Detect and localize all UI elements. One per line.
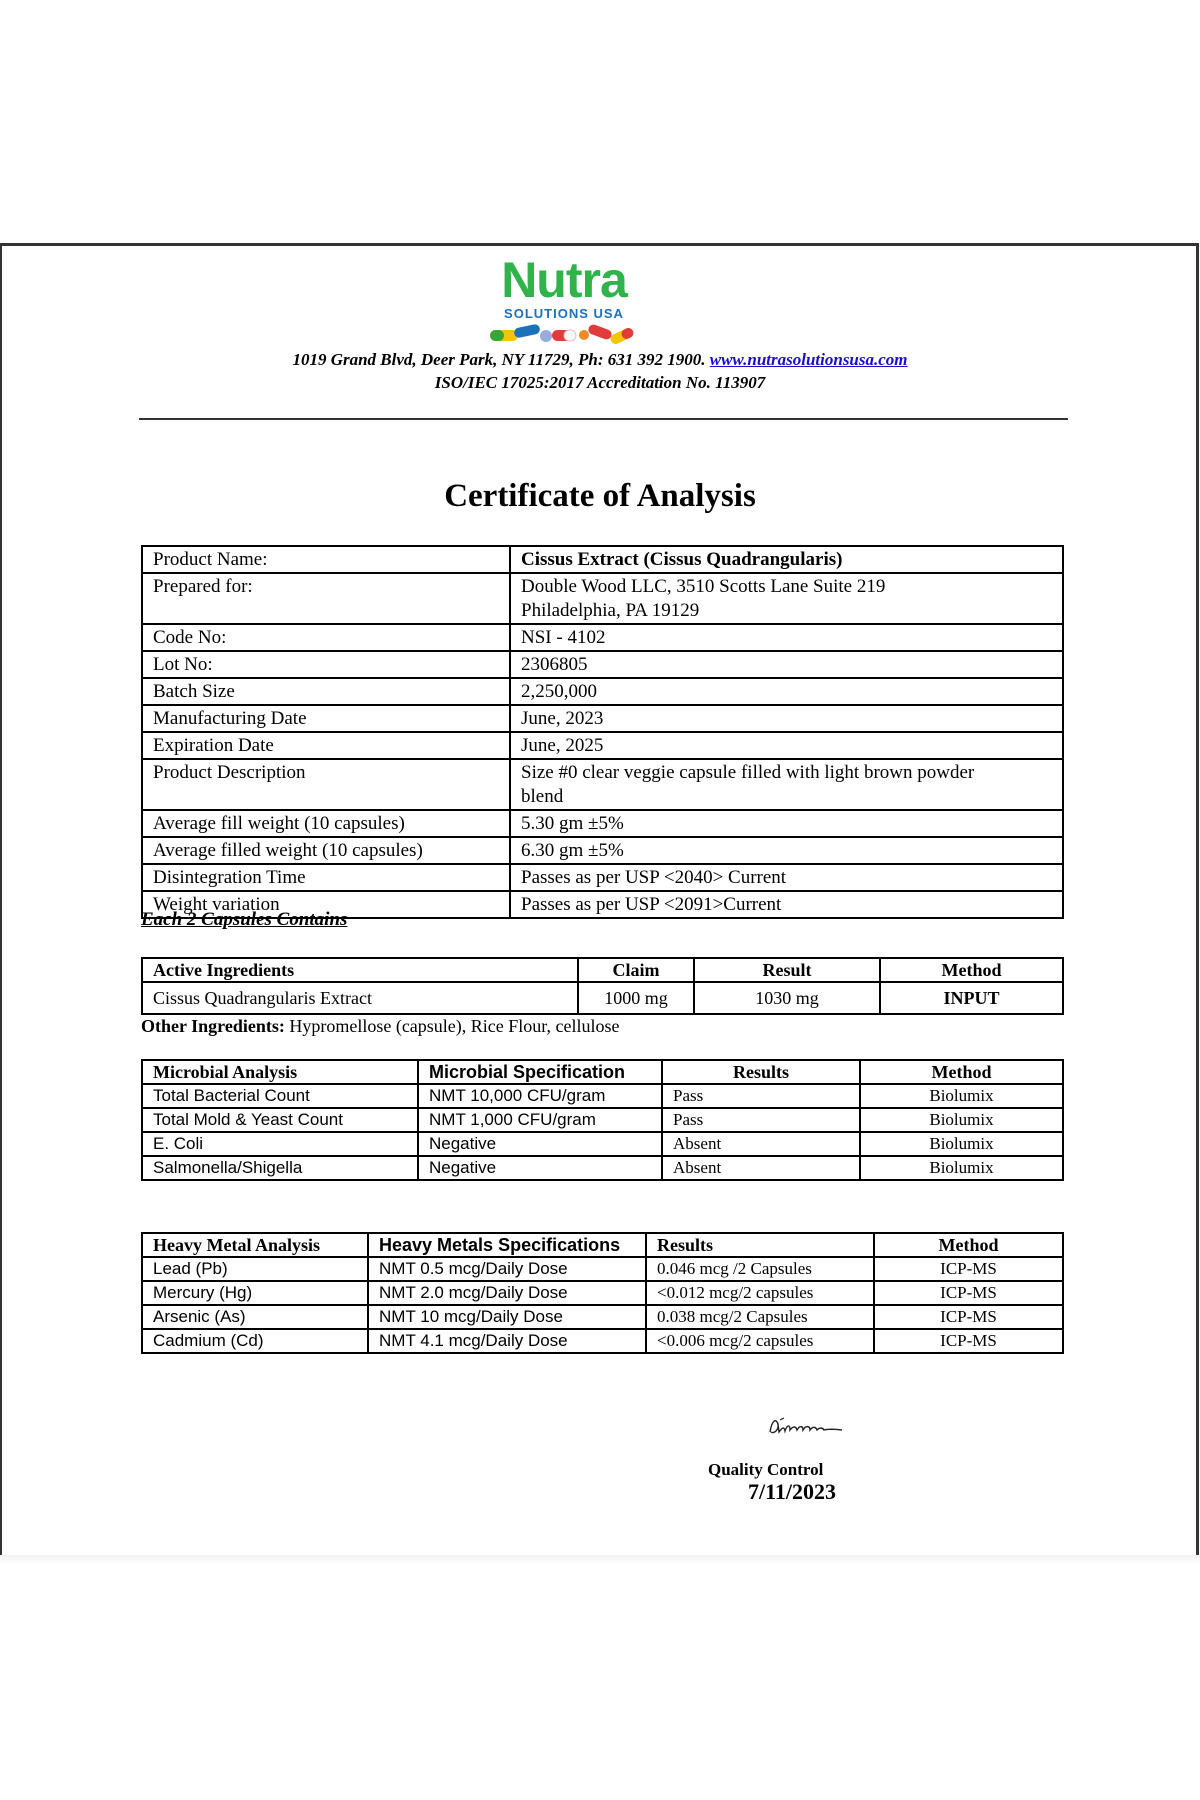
field-value: 2,250,000 xyxy=(521,681,597,702)
column-header: Method xyxy=(874,1233,1063,1257)
field-label: Expiration Date xyxy=(142,732,510,759)
column-header: Microbial Specification xyxy=(418,1060,662,1084)
field-label: Prepared for: xyxy=(142,573,510,624)
field-value-cell xyxy=(510,573,1063,624)
field-value: Double Wood LLC, 3510 Scotts Lane Suite 219 xyxy=(521,576,886,597)
table-row xyxy=(142,1305,1063,1329)
heavy-metal-analysis-table xyxy=(141,1232,1064,1354)
page-title: Certificate of Analysis xyxy=(444,478,756,514)
company-address xyxy=(140,349,1060,371)
table-row xyxy=(142,1156,1063,1180)
table-row xyxy=(142,759,1063,810)
field-value-cell xyxy=(510,891,1063,918)
field-label: Weight variation xyxy=(142,891,510,918)
company-logo xyxy=(484,252,644,344)
table-cell: NMT 2.0 mcg/Daily Dose xyxy=(368,1281,646,1305)
table-row xyxy=(142,705,1063,732)
table-row xyxy=(142,732,1063,759)
header-divider xyxy=(139,418,1068,420)
field-value: June, 2025 xyxy=(521,735,604,756)
address-text: 1019 Grand Blvd, Deer Park, NY 11729, Ph: 631 392 1900. xyxy=(292,350,706,369)
table-cell: 1030 mg xyxy=(694,982,880,1014)
table-row xyxy=(142,982,1063,1014)
table-cell: NMT 10,000 CFU/gram xyxy=(418,1084,662,1108)
column-header: Results xyxy=(646,1233,874,1257)
table-cell: ICP-MS xyxy=(874,1281,1063,1305)
table-row xyxy=(142,864,1063,891)
field-value: Cissus Extract (Cissus Quadrangularis) xyxy=(521,549,843,570)
field-value-cell xyxy=(510,624,1063,651)
field-label: Average filled weight (10 capsules) xyxy=(142,837,510,864)
column-header: Result xyxy=(694,958,880,982)
table-cell: Biolumix xyxy=(860,1156,1063,1180)
table-cell: Lead (Pb) xyxy=(142,1257,368,1281)
table-cell: NMT 4.1 mcg/Daily Dose xyxy=(368,1329,646,1353)
column-header: Method xyxy=(880,958,1063,982)
logo-subtitle: SOLUTIONS USA xyxy=(504,306,624,321)
table-cell: Absent xyxy=(662,1156,860,1180)
field-value: 2306805 xyxy=(521,654,588,675)
column-header: Claim xyxy=(578,958,694,982)
field-label: Product Name: xyxy=(142,546,510,573)
website-link[interactable]: www.nutrasolutionsusa.com xyxy=(709,350,908,369)
column-header: Microbial Analysis xyxy=(142,1060,418,1084)
column-header: Active Ingredients xyxy=(142,958,578,982)
field-label: Lot No: xyxy=(142,651,510,678)
table-cell: NMT 0.5 mcg/Daily Dose xyxy=(368,1257,646,1281)
other-ingredients-label: Other Ingredients: xyxy=(141,1016,285,1036)
table-cell: 0.038 mcg/2 Capsules xyxy=(646,1305,874,1329)
column-header: Method xyxy=(860,1060,1063,1084)
table-cell: Cadmium (Cd) xyxy=(142,1329,368,1353)
field-value: NSI - 4102 xyxy=(521,627,606,648)
table-cell: NMT 10 mcg/Daily Dose xyxy=(368,1305,646,1329)
table-cell: INPUT xyxy=(880,982,1063,1014)
table-row xyxy=(142,1108,1063,1132)
field-value-cell xyxy=(510,705,1063,732)
table-row xyxy=(142,837,1063,864)
qc-date: 7/11/2023 xyxy=(748,1479,837,1504)
page-shadow xyxy=(0,1555,1200,1565)
product-info-table xyxy=(141,545,1064,919)
table-cell: Total Bacterial Count xyxy=(142,1084,418,1108)
field-value-cell xyxy=(510,651,1063,678)
field-value: Passes as per USP <2091>Current xyxy=(521,894,782,915)
microbial-analysis-table xyxy=(141,1059,1064,1181)
field-label: Disintegration Time xyxy=(142,864,510,891)
field-value: 6.30 gm ±5% xyxy=(521,840,624,861)
table-row xyxy=(142,573,1063,624)
field-value: Passes as per USP <2040> Current xyxy=(521,867,787,888)
table-cell: 1000 mg xyxy=(578,982,694,1014)
table-cell: ICP-MS xyxy=(874,1257,1063,1281)
capsules-icon xyxy=(484,322,644,344)
active-ingredients-table xyxy=(141,957,1064,1015)
field-label: Product Description xyxy=(142,759,510,810)
table-row xyxy=(142,810,1063,837)
field-label: Manufacturing Date xyxy=(142,705,510,732)
field-value-cell xyxy=(510,837,1063,864)
table-cell: Salmonella/Shigella xyxy=(142,1156,418,1180)
table-row xyxy=(142,1084,1063,1108)
table-cell: Total Mold & Yeast Count xyxy=(142,1108,418,1132)
table-cell: NMT 1,000 CFU/gram xyxy=(418,1108,662,1132)
table-row xyxy=(142,678,1063,705)
field-value-line2: Philadelphia, PA 19129 xyxy=(521,600,700,621)
table-cell: Pass xyxy=(662,1108,860,1132)
field-value: 5.30 gm ±5% xyxy=(521,813,624,834)
qc-label: Quality Control xyxy=(708,1460,824,1479)
table-cell: 0.046 mcg /2 Capsules xyxy=(646,1257,874,1281)
table-cell: Biolumix xyxy=(860,1132,1063,1156)
table-row xyxy=(142,1257,1063,1281)
field-label: Average fill weight (10 capsules) xyxy=(142,810,510,837)
table-cell: E. Coli xyxy=(142,1132,418,1156)
table-row xyxy=(142,624,1063,651)
table-cell: ICP-MS xyxy=(874,1329,1063,1353)
field-value: Size #0 clear veggie capsule filled with light brown powder xyxy=(521,762,975,783)
table-cell: Negative xyxy=(418,1132,662,1156)
column-header: Heavy Metals Specifications xyxy=(368,1233,646,1257)
table-cell: ICP-MS xyxy=(874,1305,1063,1329)
column-header: Results xyxy=(662,1060,860,1084)
table-cell: <0.012 mcg/2 capsules xyxy=(646,1281,874,1305)
field-value-cell xyxy=(510,810,1063,837)
field-label: Batch Size xyxy=(142,678,510,705)
table-cell: Arsenic (As) xyxy=(142,1305,368,1329)
table-cell: Mercury (Hg) xyxy=(142,1281,368,1305)
other-ingredients xyxy=(141,1015,620,1037)
table-cell: <0.006 mcg/2 capsules xyxy=(646,1329,874,1353)
field-value-cell xyxy=(510,678,1063,705)
field-value-cell xyxy=(510,864,1063,891)
field-value-line2: blend xyxy=(521,786,564,807)
capsules-contains-heading: Each 2 Capsules Contains xyxy=(141,909,348,930)
field-value-cell xyxy=(510,546,1063,573)
column-header: Heavy Metal Analysis xyxy=(142,1233,368,1257)
field-value-cell xyxy=(510,759,1063,810)
field-value-cell xyxy=(510,732,1063,759)
field-label: Code No: xyxy=(142,624,510,651)
table-cell: Absent xyxy=(662,1132,860,1156)
logo-wordmark: Nutra xyxy=(501,252,627,308)
table-cell: Biolumix xyxy=(860,1108,1063,1132)
table-cell: Pass xyxy=(662,1084,860,1108)
table-row xyxy=(142,1281,1063,1305)
table-cell: Negative xyxy=(418,1156,662,1180)
table-cell: Biolumix xyxy=(860,1084,1063,1108)
other-ingredients-value: Hypromellose (capsule), Rice Flour, cellulose xyxy=(284,1016,620,1036)
table-row xyxy=(142,546,1063,573)
accreditation: ISO/IEC 17025:2017 Accreditation No. 113907 xyxy=(434,373,766,392)
table-row xyxy=(142,651,1063,678)
qc-signature xyxy=(766,1414,846,1440)
table-row xyxy=(142,1132,1063,1156)
table-row xyxy=(142,1329,1063,1353)
field-value: June, 2023 xyxy=(521,708,604,729)
table-cell: Cissus Quadrangularis Extract xyxy=(142,982,578,1014)
